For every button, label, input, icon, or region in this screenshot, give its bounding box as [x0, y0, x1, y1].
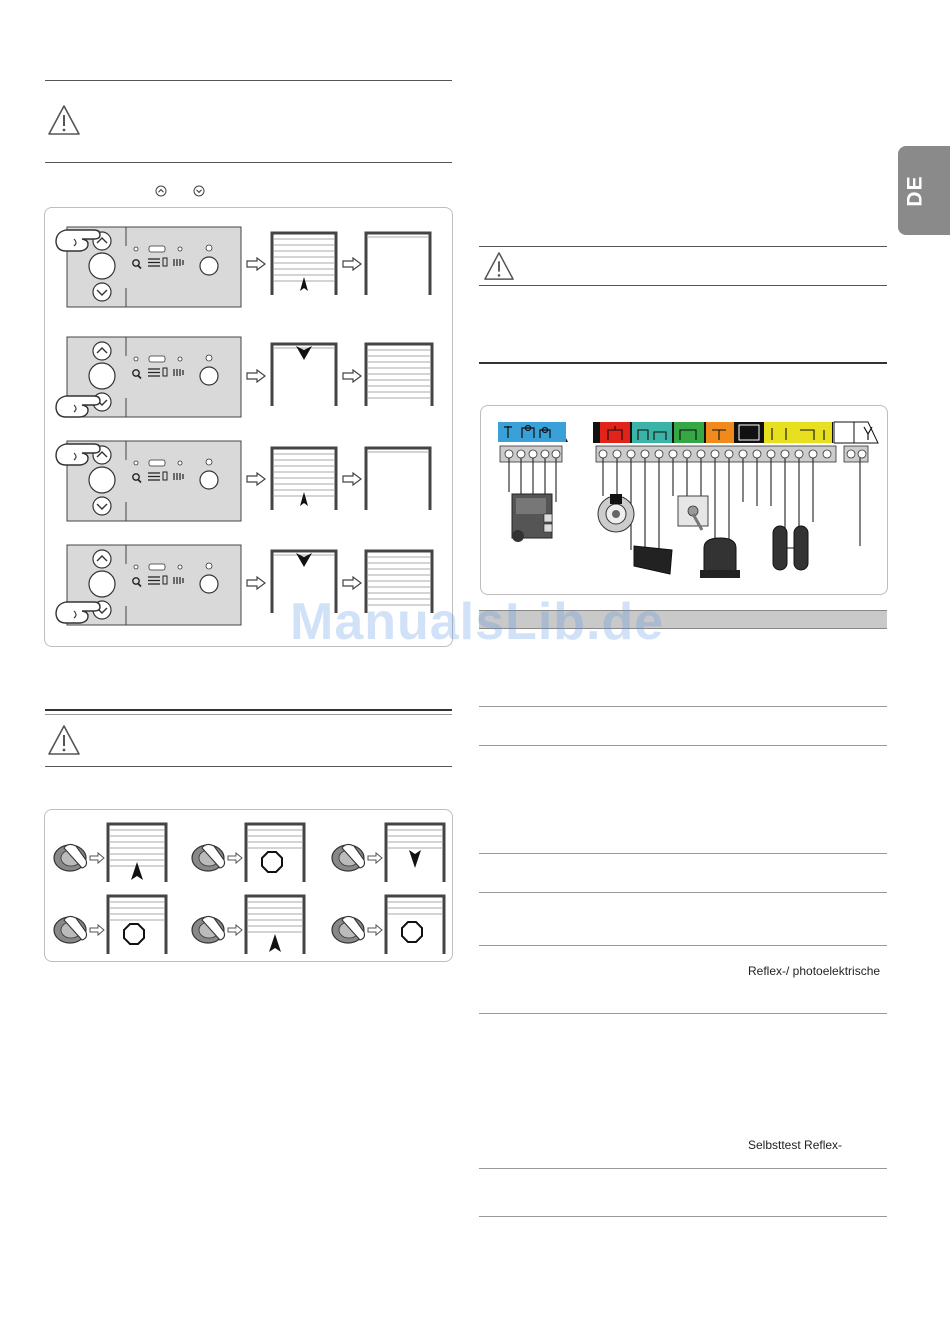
remote-sequence-2	[188, 820, 308, 882]
warning-rule-bottom-1	[45, 162, 452, 163]
table-divider	[479, 706, 887, 707]
arrow-right-icon	[246, 472, 266, 486]
arrow-right-icon	[246, 576, 266, 590]
door-opening-down-icon	[270, 342, 338, 406]
table-divider	[479, 892, 887, 893]
language-tab-label: DE	[904, 174, 927, 207]
door-closed-icon	[364, 342, 434, 406]
remote-sequence-3	[328, 820, 448, 882]
watermark: ManualsLib.de	[290, 593, 665, 651]
warning-rule-bottom-right	[479, 285, 887, 286]
arrow-right-icon	[246, 369, 266, 383]
door-closing-up-icon	[270, 231, 338, 295]
table-divider	[479, 1013, 887, 1014]
section-rule-left-thin	[45, 714, 452, 715]
hand-pointer-icon	[54, 390, 114, 420]
arrow-right-icon	[246, 257, 266, 271]
warning-triangle-icon	[483, 251, 515, 281]
arrow-right-icon	[342, 369, 362, 383]
section-rule-right	[479, 362, 887, 364]
door-open-icon	[364, 446, 432, 510]
table-divider	[479, 853, 887, 854]
arrow-right-icon	[342, 576, 362, 590]
warning-rule-bottom-2	[45, 766, 452, 767]
remote-sequence-1	[50, 820, 170, 882]
remote-sequence-6	[328, 892, 448, 954]
section-rule-left	[45, 709, 452, 711]
table-cell-selftest: Selbsttest Reflex-	[748, 1138, 843, 1152]
table-divider	[479, 1216, 887, 1217]
arrow-right-icon	[342, 472, 362, 486]
hand-pointer-icon	[54, 596, 114, 626]
hand-pointer-icon	[54, 224, 114, 254]
table-cell-reflex: Reflex-/ photoelektrische	[748, 964, 881, 978]
door-open-icon	[364, 231, 432, 295]
table-divider	[479, 745, 887, 746]
warning-triangle-icon	[47, 724, 81, 756]
warning-rule-top-right	[479, 246, 887, 247]
wiring-diagram	[490, 418, 880, 586]
language-tab[interactable]	[898, 146, 950, 235]
table-divider	[479, 945, 887, 946]
hand-pointer-icon	[54, 438, 114, 468]
remote-sequence-4	[50, 892, 170, 954]
door-closing-up-icon	[270, 446, 338, 510]
up-arrow-inline-icon	[155, 185, 167, 197]
table-divider	[479, 1168, 887, 1169]
down-arrow-inline-icon	[193, 185, 205, 197]
warning-triangle-icon	[47, 104, 81, 136]
arrow-right-icon	[342, 257, 362, 271]
top-rule-left	[45, 80, 452, 81]
remote-sequence-5	[188, 892, 308, 954]
